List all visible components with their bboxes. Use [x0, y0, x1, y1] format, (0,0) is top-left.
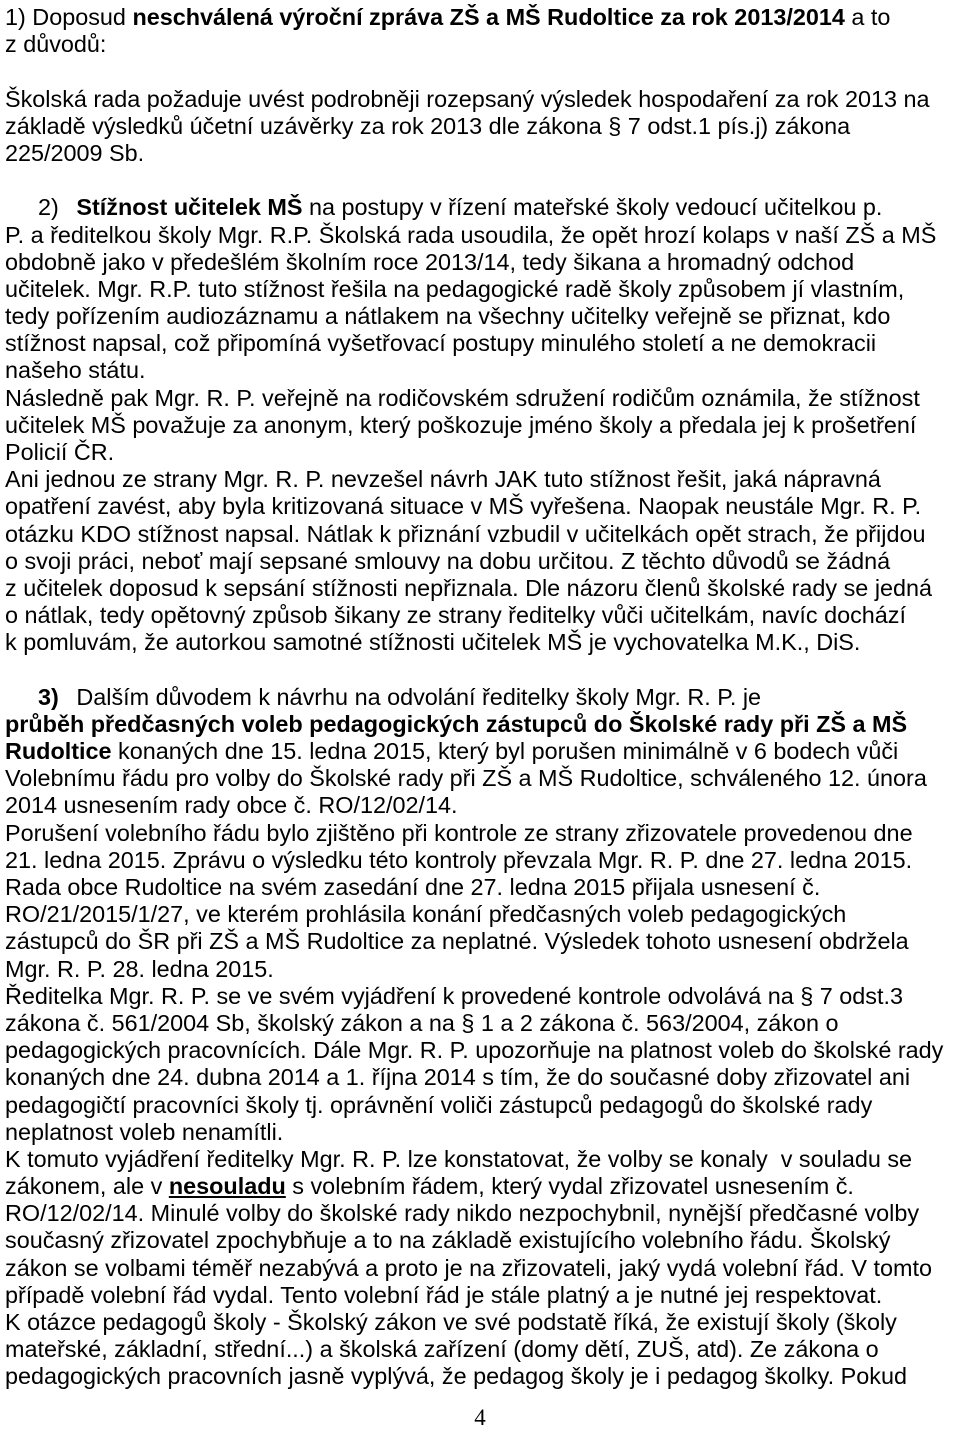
text-line [5, 956, 956, 983]
text-line [5, 1064, 956, 1091]
text-run: učitelek MŠ považuje za anonym, který poškozuje jméno školy a předala jej k prošetření [5, 411, 917, 438]
text-line [5, 303, 956, 330]
text-line [5, 1173, 956, 1200]
text-line [5, 711, 956, 738]
bold-text: neschválená výroční zpráva ZŠ a MŠ Rudoltice za rok 2013/2014 [132, 4, 845, 30]
text-line [5, 928, 956, 955]
text-line [5, 1309, 956, 1336]
text-run: Mgr. R. P. 28. ledna 2015. [5, 955, 274, 982]
text-run: pedagogických pracovních jasně vyplývá, že pedagog školy je i pedagog školky. Pokud [5, 1363, 907, 1390]
text-line [5, 629, 956, 656]
text-run: o nátlak, tedy opětovný způsob šikany ze strany ředitelky vůči učitelkám, navíc dochází [5, 602, 906, 629]
bold-underlined-text: nesouladu [168, 1173, 286, 1200]
text-line [5, 874, 956, 901]
text-run: 21. ledna 2015. Zprávu o výsledku této kontroly převzala Mgr. R. P. dne 27. ledna 2015. [5, 846, 913, 873]
text-run: Dalším důvodem k návrhu na odvolání ředitelky školy Mgr. R. P. je [76, 683, 762, 710]
text-line [5, 140, 956, 167]
text-run: k pomluvám, že autorkou samotné stížnosti učitelek MŠ je vychovatelka M.K., DiS. [5, 629, 861, 656]
text-line [5, 1119, 956, 1146]
text-line [5, 113, 956, 140]
text-run: Policií ČR. [5, 439, 115, 465]
section-number: 2) [38, 194, 59, 221]
text-line [5, 222, 956, 249]
text-run: RO/21/2015/1/27, ve kterém prohlásila konání předčasných voleb pedagogických [5, 901, 847, 928]
text-line [5, 412, 956, 439]
text-run: zákon se volbami téměř nezabývá a proto je na zřizovateli, jaký vydá volební řád. V tomto [5, 1254, 932, 1281]
text-run: případě volební řád vydal. Tento volební řád je stále platný a je nutné jej respektovat. [5, 1281, 883, 1308]
text-line [5, 276, 956, 303]
text-run: opatření zavést, aby byla kritizovaná situace v MŠ vyřešena. Naopak neustále Mgr. R. P. [5, 493, 922, 520]
text-run: obdobně jako v předešlém školním roce 2013/14, tedy šikana a hromadný odchod [5, 248, 855, 275]
text-line [5, 439, 956, 466]
text-run: zákonem, ale v [5, 1173, 169, 1200]
text-line [5, 466, 956, 493]
paragraph [5, 86, 956, 168]
text-line [5, 820, 956, 847]
text-run: pedagogičtí pracovníci školy tj. oprávnění voliči zástupců pedagogů do školské rady [5, 1091, 873, 1118]
text-line [5, 249, 956, 276]
text-line [5, 31, 956, 58]
section-number: 3) [38, 683, 59, 710]
text-line [5, 493, 956, 520]
text-run: Ani jednou ze strany Mgr. R. P. nevzešel návrh JAK tuto stížnost řešit, jaká nápravná [5, 466, 881, 493]
text-run: 2014 usnesením rady obce č. RO/12/02/14. [5, 792, 458, 819]
text-run: Porušení volebního řádu bylo zjištěno při kontrole ze strany zřizovatele provedenou dne [5, 819, 913, 846]
text-line [5, 1010, 956, 1037]
text-run: 1) Doposud [5, 4, 133, 30]
text-line [5, 1092, 956, 1119]
text-line [5, 1255, 956, 1282]
bold-text: průběh předčasných voleb pedagogických zástupců do Školské rady při ZŠ a MŠ [5, 710, 908, 737]
text-run: tedy pořízením audiozáznamu a nátlakem na všechny učitelky veřejně se přiznat, kdo [5, 303, 891, 330]
document-body [5, 4, 956, 1391]
text-line [5, 1146, 956, 1173]
text-run: neplatnost voleb nenamítli. [5, 1118, 284, 1145]
text-run: konaných dne 15. ledna 2015, který byl porušen minimálně v 6 bodech vůči [111, 738, 899, 765]
text-run: mateřské, základní, střední...) a školská zařízení (domy dětí, ZUŠ, atd). Ze zákona o [5, 1336, 879, 1363]
text-line [5, 4, 956, 31]
text-run: P. a ředitelkou školy Mgr. R.P. Školská rada usoudila, že opět hrozí kolaps v naší ZŠ a MŠ [5, 221, 937, 248]
text-line [5, 1200, 956, 1227]
text-line [5, 765, 956, 792]
text-run: a to [844, 4, 891, 30]
paragraph [5, 4, 956, 58]
text-line [5, 1282, 956, 1309]
text-run: učitelek. Mgr. R.P. tuto stížnost řešila na pedagogické radě školy způsobem jí vlastním, [5, 275, 905, 302]
text-run: z důvodů: [5, 31, 107, 58]
text-line [5, 792, 956, 819]
text-run: pedagogických pracovnících. Dále Mgr. R. P. upozorňuje na platnost voleb do školské rady [5, 1037, 944, 1064]
text-run: K tomuto vyjádření ředitelky Mgr. R. P. lze konstatovat, že volby se konaly v souladu se [5, 1145, 913, 1172]
text-run: RO/12/02/14. Minulé volby do školské rady nikdo nezpochybnil, nynější předčasné volby [5, 1200, 920, 1227]
text-run: Volebnímu řádu pro volby do Školské rady při ZŠ a MŠ Rudoltice, schváleného 12. února [5, 765, 927, 792]
text-run: K otázce pedagogů školy - Školský zákon ve své podstatě říká, že existují školy (školy [5, 1309, 897, 1335]
text-run: stížnost napsal, což připomíná vyšetřovací postupy minulého století a ne demokracii [5, 330, 877, 357]
text-line [5, 330, 956, 357]
text-run: s volebním řádem, který vydal zřizovatel usnesením č. [285, 1173, 854, 1200]
text-run: Ředitelka Mgr. R. P. se ve svém vyjádření k provedené kontrole odvolává na § 7 odst.3 [5, 982, 904, 1009]
numbered-section [5, 194, 956, 656]
text-run: na postupy v řízení mateřské školy vedoucí učitelkou p. [302, 194, 883, 221]
text-line [5, 1363, 956, 1390]
text-run: otázku KDO stížnost napsal. Nátlak k přiznání vzbudil v učitelkách opět strach, že přijdou [5, 520, 926, 547]
text-line [5, 684, 956, 711]
text-run: Následně pak Mgr. R. P. veřejně na rodičovském sdružení rodičům oznámila, že stížnost [5, 384, 920, 411]
text-run: zástupců do ŠR při ZŠ a MŠ Rudoltice za neplatné. Výsledek tohoto usnesení obdržela [5, 928, 909, 955]
text-line [5, 1037, 956, 1064]
text-line [5, 86, 956, 113]
text-line [5, 847, 956, 874]
text-line [5, 575, 956, 602]
text-run: 225/2009 Sb. [5, 139, 145, 166]
text-line [5, 521, 956, 548]
text-line [5, 901, 956, 928]
text-run: zákona č. 561/2004 Sb, školský zákon a na § 1 a 2 zákona č. 563/2004, zákon o [5, 1009, 839, 1036]
text-run: základě výsledků účetní uzávěrky za rok 2013 dle zákona § 7 odst.1 pís.j) zákona [5, 112, 851, 139]
bold-text: Stížnost učitelek MŠ [76, 194, 303, 221]
text-run: o svoji práci, neboť mají sepsané smlouvy na dobu určitou. Z těchto důvodů se žádná [5, 547, 891, 574]
text-line [5, 194, 956, 221]
text-run: Školská rada požaduje uvést podrobněji rozepsaný výsledek hospodaření za rok 2013 na [5, 85, 930, 112]
text-line [5, 738, 956, 765]
bold-text: Rudoltice [5, 738, 112, 765]
text-run: z učitelek doposud k sepsání stížnosti nepřiznala. Dle názoru členů školské rady se jedná [5, 574, 933, 601]
text-line [5, 357, 956, 384]
page-number: 4 [474, 1405, 486, 1430]
text-line [5, 983, 956, 1010]
text-line [5, 548, 956, 575]
text-run: současný zřizovatel zpochybňuje a to na základě existujícího volebního řádu. Školský [5, 1227, 891, 1254]
text-run: konaných dne 24. dubna 2014 a 1. října 2014 s tím, že do současné doby zřizovatel ani [5, 1064, 911, 1091]
text-line [5, 1336, 956, 1363]
text-line [5, 602, 956, 629]
text-line [5, 385, 956, 412]
text-run: našeho státu. [5, 357, 146, 384]
numbered-section [5, 684, 956, 1391]
text-run: Rada obce Rudoltice na svém zasedání dne 27. ledna 2015 přijala usnesení č. [5, 874, 821, 900]
text-line [5, 1227, 956, 1254]
